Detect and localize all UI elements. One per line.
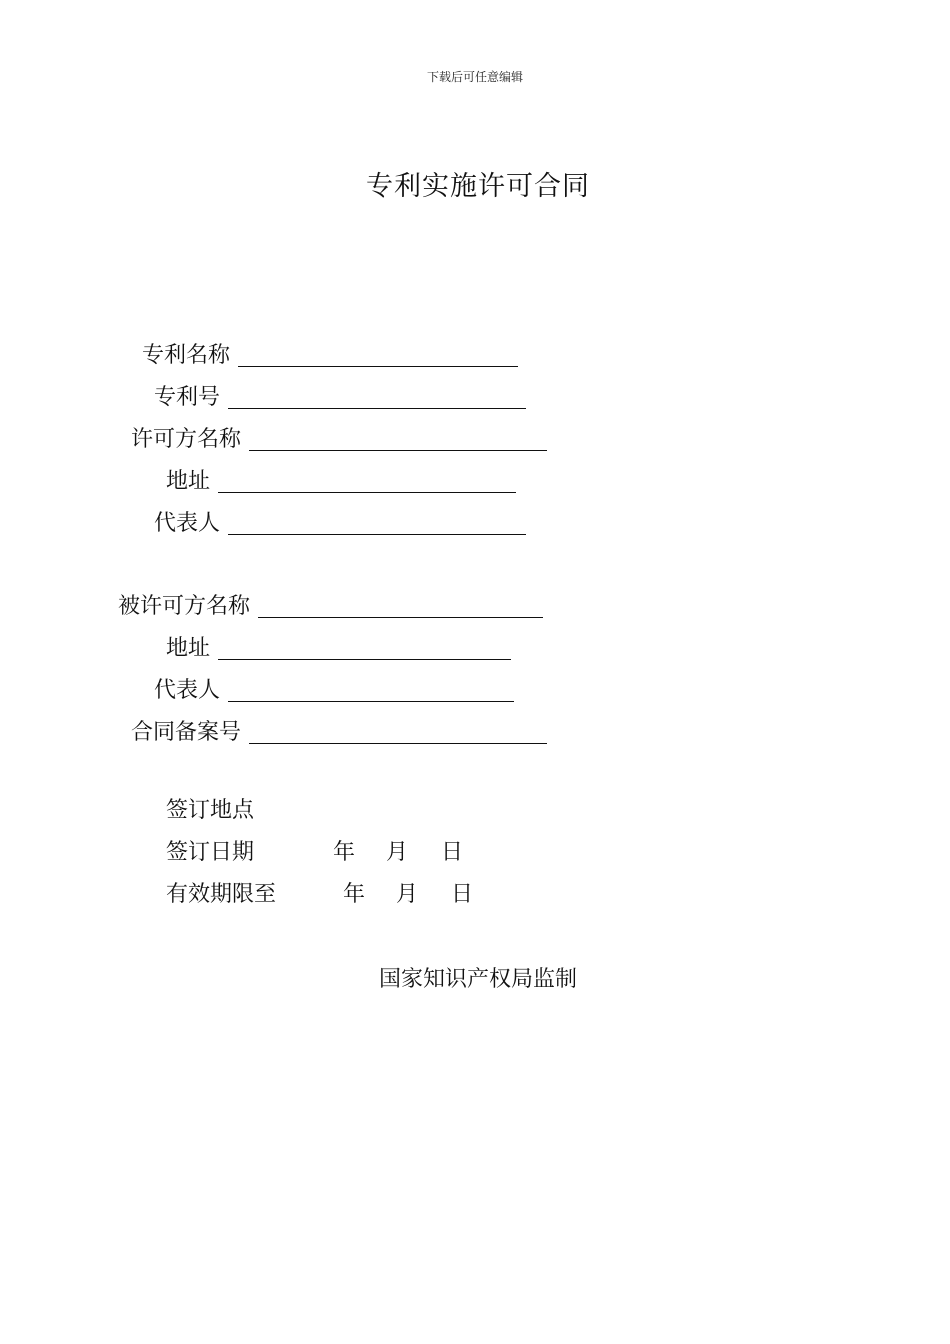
validity-month: 月 bbox=[396, 882, 419, 907]
patent-number-label: 专利号 bbox=[154, 385, 221, 410]
signing-date-day: 日 bbox=[441, 840, 464, 865]
signing-place-line bbox=[166, 798, 254, 824]
licensee-address-blank[interactable] bbox=[218, 659, 511, 660]
signing-date-month: 月 bbox=[386, 840, 409, 865]
signing-date-year: 年 bbox=[333, 840, 356, 865]
licensee-name-label: 被许可方名称 bbox=[118, 594, 251, 619]
signing-date-label: 签订日期 bbox=[166, 840, 255, 865]
issuer-footer: 国家知识产权局监制 bbox=[378, 967, 577, 992]
licensor-name-field bbox=[131, 422, 547, 452]
licensor-address-field bbox=[166, 464, 516, 494]
licensor-name-blank[interactable] bbox=[249, 450, 547, 451]
header-note: 下载后可任意编辑 bbox=[426, 70, 523, 84]
licensee-representative-blank[interactable] bbox=[228, 701, 514, 702]
licensee-representative-field bbox=[154, 673, 514, 703]
contract-filing-number-blank[interactable] bbox=[249, 743, 547, 744]
licensor-address-blank[interactable] bbox=[218, 492, 516, 493]
patent-number-blank[interactable] bbox=[228, 408, 526, 409]
licensee-name-blank[interactable] bbox=[258, 617, 543, 618]
licensee-representative-label: 代表人 bbox=[154, 678, 221, 703]
licensor-representative-field bbox=[154, 506, 526, 536]
validity-line bbox=[166, 882, 473, 908]
licensor-representative-label: 代表人 bbox=[154, 511, 221, 536]
patent-name-field bbox=[142, 338, 518, 368]
licensor-representative-blank[interactable] bbox=[228, 534, 526, 535]
document-title: 专利实施许可合同 bbox=[366, 171, 590, 202]
patent-name-blank[interactable] bbox=[238, 366, 518, 367]
licensee-address-field bbox=[166, 631, 511, 661]
licensor-address-label: 地址 bbox=[166, 469, 211, 494]
contract-filing-number-label: 合同备案号 bbox=[131, 720, 242, 745]
contract-filing-number-field bbox=[131, 715, 547, 745]
patent-name-label: 专利名称 bbox=[142, 343, 231, 368]
licensor-name-label: 许可方名称 bbox=[131, 427, 242, 452]
signing-place-label: 签订地点 bbox=[166, 798, 255, 823]
patent-number-field bbox=[154, 380, 526, 410]
validity-year: 年 bbox=[343, 882, 366, 907]
licensee-name-field bbox=[118, 589, 543, 619]
signing-date-line bbox=[166, 840, 463, 866]
validity-label: 有效期限至 bbox=[166, 882, 277, 907]
licensee-address-label: 地址 bbox=[166, 636, 211, 661]
validity-day: 日 bbox=[451, 882, 474, 907]
